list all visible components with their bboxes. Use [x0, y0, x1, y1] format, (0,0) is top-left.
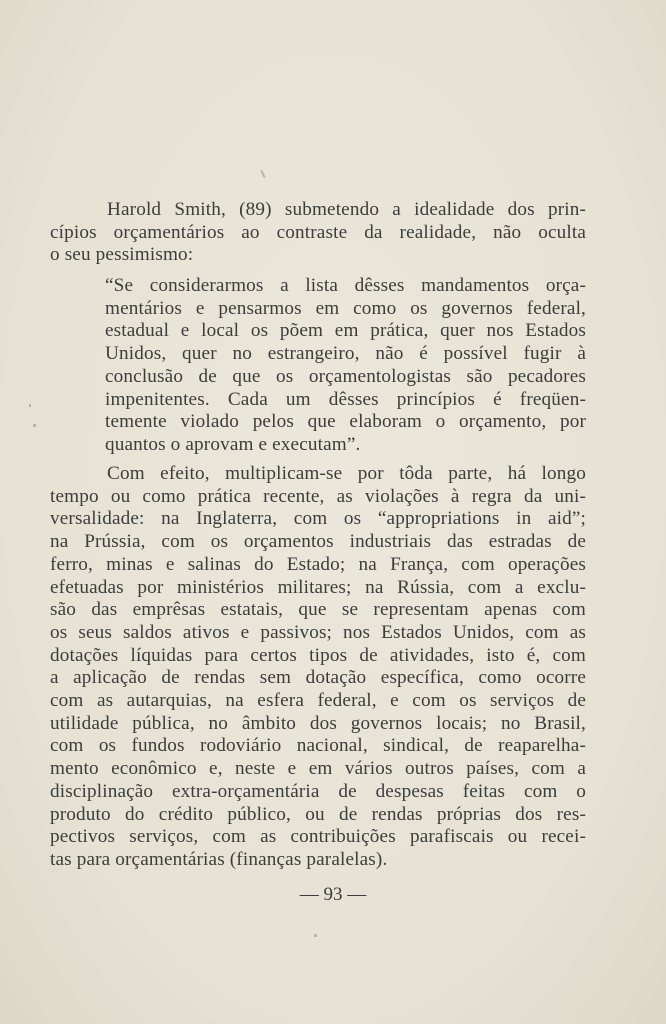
stray-mark: [33, 424, 36, 427]
text-line: com os fundos rodoviário nacional, sindical, de reaparelha-: [50, 735, 586, 757]
text-line: são das emprêsas estatais, que se representam apenas com: [50, 599, 586, 621]
text-line: “Se considerarmos a lista dêsses mandamentos orça-: [105, 275, 586, 296]
text-line: a aplicação de rendas sem dotação específica, como ocorre: [50, 667, 586, 689]
text-line: dotações líquidas para certos tipos de atividades, isto é, com: [50, 644, 586, 666]
block-quote: [105, 275, 586, 457]
text-line: com as autarquias, na esfera federal, e com os serviços de: [50, 690, 586, 712]
text-line: versalidade: na Inglaterra, com os “appropriations in aid”;: [50, 508, 586, 530]
text-line: impenitentes. Cada um dêsses princípios é freqüen-: [105, 388, 586, 410]
text-line: os seus saldos ativos e passivos; nos Estados Unidos, com as: [50, 621, 586, 643]
text-line: temente violado pelos que elaboram o orçamento, por: [105, 411, 586, 433]
paragraph-intro: [50, 199, 586, 267]
text-line: tempo ou como prática recente, as violações à regra da uni-: [50, 485, 586, 507]
text-line: Unidos, quer no estrangeiro, não é possível fugir à: [105, 343, 586, 365]
text-line: efetuadas por ministérios militares; na Rússia, com a exclu-: [50, 576, 586, 598]
text-line: cípios orçamentários ao contraste da realidade, não oculta: [50, 221, 586, 243]
text-line: mento econômico e, neste e em vários outros países, com a: [50, 758, 586, 780]
text-line: na Prússia, com os orçamentos industriais das estradas de: [50, 531, 586, 553]
text-line: mentários e pensarmos em como os governos federal,: [105, 297, 586, 319]
text-line: utilidade pública, no âmbito dos governos locais; no Brasil,: [50, 712, 586, 734]
text-line: disciplinação extra-orçamentária de despesas feitas com o: [50, 780, 586, 802]
text-line: o seu pessimismo:: [50, 244, 194, 266]
stray-mark: [314, 934, 317, 937]
text-line: Com efeito, multiplicam-se por tôda parte, há longo: [107, 463, 586, 484]
text-line: ferro, minas e salinas do Estado; na França, com operações: [50, 553, 586, 575]
stray-mark: [260, 170, 265, 178]
text-line: conclusão de que os orçamentologistas são pecadores: [105, 365, 586, 387]
text-line: Harold Smith, (89) submetendo a idealidade dos prin-: [107, 199, 586, 220]
text-line: estadual e local os põem em prática, quer nos Estados: [105, 320, 586, 342]
text-line: pectivos serviços, com as contribuições parafiscais ou recei-: [50, 826, 586, 848]
text-line: produto do crédito público, ou de rendas próprias dos res-: [50, 803, 586, 825]
stray-mark: [29, 404, 31, 407]
paragraph-main: [50, 463, 586, 872]
text-line: tas para orçamentárias (finanças paralelas).: [50, 848, 388, 870]
text-line: quantos o aprovam e executam”.: [105, 433, 361, 455]
page-number: — 93 —: [299, 884, 367, 905]
